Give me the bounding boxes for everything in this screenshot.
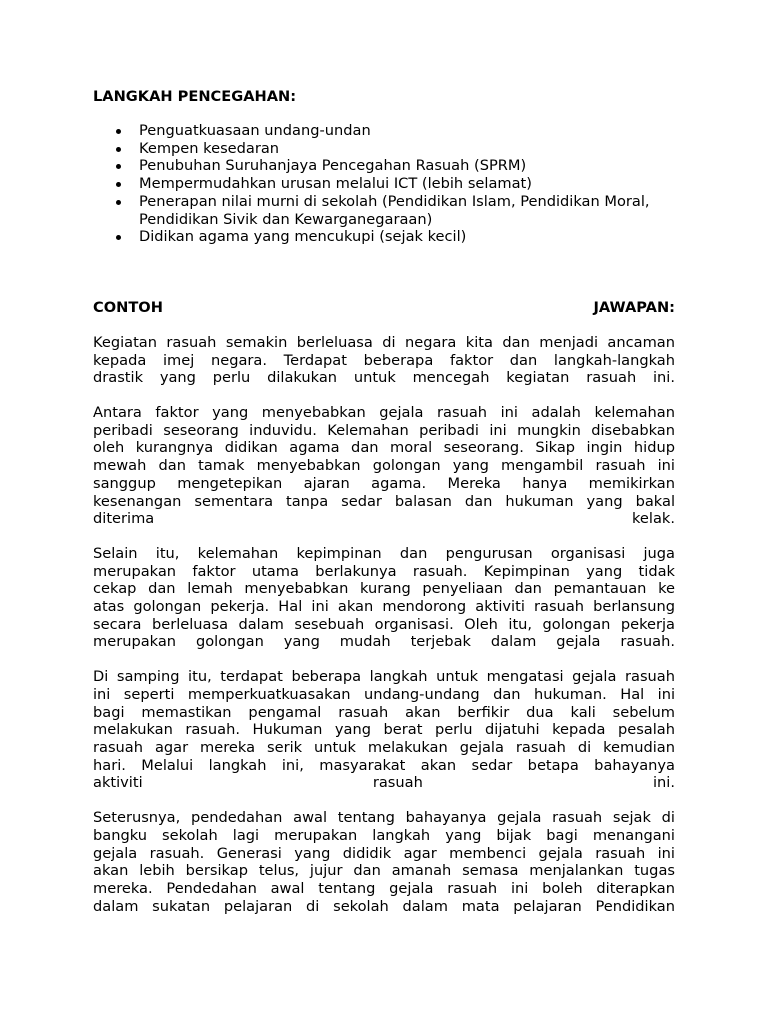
line-text: secara berleluasa dalam sesebuah organisasi. Oleh itu, golongan pekerja (93, 615, 675, 633)
paragraph-line (93, 633, 675, 651)
line-text: ini seperti memperkuatkuasakan undang-undang dan hukuman. Hal ini (93, 685, 675, 703)
paragraph-line (93, 898, 675, 916)
line-text: Seterusnya, pendedahan awal tentang bahayanya gejala rasuah sejak di (93, 809, 675, 827)
paragraph-line (93, 757, 675, 775)
line-text: dalam sukatan pelajaran di sekolah dalam mata pelajaran Pendidikan (93, 897, 675, 915)
line-text: atas golongan pekerja. Hal ini akan mendorong aktiviti rasuah berlansung (93, 598, 675, 616)
paragraph (93, 668, 675, 792)
line-text: mereka. Pendedahan awal tentang gejala rasuah ini boleh diterapkan (93, 879, 675, 897)
list-item: Didikan agama yang mencukupi (sejak kecil) (93, 228, 675, 246)
line-text: mewah dan tamak menyebabkan golongan yang mengambil rasuah ini (93, 457, 675, 475)
line-text: oleh kurangnya didikan agama dan moral seseorang. Sikap ingin hidup (93, 439, 675, 457)
paragraph-line (93, 439, 675, 457)
list-item: Penerapan nilai murni di sekolah (Pendidikan Islam, Pendidikan Moral, Pendidikan Sivik dan Kewarganegaraan) (93, 193, 675, 228)
prevention-list (93, 122, 675, 246)
line-text: sanggup mengetepikan ajaran agama. Mereka hanya memikirkan (93, 474, 675, 492)
line-text: melakukan rasuah. Hukuman yang berat perlu dijatuhi kepada pesalah (93, 721, 675, 739)
line-text: merupakan faktor utama berlakunya rasuah. Kepimpinan yang tidak (93, 562, 675, 580)
paragraph-line (93, 598, 675, 616)
line-text: kepada imej negara. Terdapat beberapa faktor dan langkah-langkah (93, 351, 675, 369)
paragraph-line (93, 704, 675, 722)
line-text: kesenangan sementara tanpa sedar balasan dan hukuman yang bakal (93, 492, 675, 510)
paragraph-line (93, 845, 675, 863)
paragraph-line (93, 739, 675, 757)
paragraph-line (93, 862, 675, 880)
line-text: merupakan golongan yang mudah terjebak dalam gejala rasuah. (93, 633, 675, 651)
list-item: Penubuhan Suruhanjaya Pencegahan Rasuah (SPRM) (93, 157, 675, 175)
paragraph-line (93, 352, 675, 370)
paragraph-line (93, 880, 675, 898)
paragraph-line (93, 827, 675, 845)
essay-body (93, 334, 675, 915)
line-text: bagi memastikan pengamal rasuah akan berfikir dua kali sebelum (93, 703, 675, 721)
line-text: aktiviti rasuah ini. (93, 774, 675, 792)
line-text: gejala rasuah. Generasi yang dididik agar membenci gejala rasuah ini (93, 844, 675, 862)
paragraph-line (93, 493, 675, 511)
line-text: rasuah agar mereka serik untuk melakukan gejala rasuah di kemudian (93, 738, 675, 756)
paragraph-line (93, 457, 675, 475)
paragraph-line (93, 404, 675, 422)
line-text: Selain itu, kelemahan kepimpinan dan pengurusan organisasi juga (93, 544, 675, 562)
paragraph-line (93, 668, 675, 686)
paragraph (93, 334, 675, 387)
line-text: cekap dan lemah menyebabkan kurang penyeliaan dan pemantauan ke (93, 580, 675, 598)
document-page (93, 88, 675, 915)
list-item: Mempermudahkan urusan melalui ICT (lebih selamat) (93, 175, 675, 193)
line-text: akan lebih bersikap telus, jujur dan amanah semasa menjalankan tugas (93, 862, 675, 880)
line-text: Kegiatan rasuah semakin berleluasa di negara kita dan menjadi ancaman (93, 333, 675, 351)
line-text: hari. Melalui langkah ini, masyarakat akan sedar betapa bahayanya (93, 756, 675, 774)
paragraph-line (93, 686, 675, 704)
line-text: Di samping itu, terdapat beberapa langkah untuk mengatasi gejala rasuah (93, 668, 675, 686)
paragraph-line (93, 369, 675, 387)
paragraph-line (93, 580, 675, 598)
example-label: CONTOH (93, 298, 163, 316)
paragraph-line (93, 774, 675, 792)
paragraph-line (93, 563, 675, 581)
paragraph-line (93, 809, 675, 827)
paragraph-line (93, 510, 675, 528)
paragraph (93, 809, 675, 915)
answer-label: JAWAPAN: (593, 298, 675, 316)
list-item: Kempen kesedaran (93, 140, 675, 158)
paragraph-line (93, 422, 675, 440)
paragraph-line (93, 475, 675, 493)
paragraph-line (93, 545, 675, 563)
paragraph-line (93, 334, 675, 352)
line-text: bangku sekolah lagi merupakan langkah yang bijak bagi menangani (93, 826, 675, 844)
paragraph (93, 545, 675, 651)
line-text: Antara faktor yang menyebabkan gejala rasuah ini adalah kelemahan (93, 404, 675, 422)
list-item: Penguatkuasaan undang-undan (93, 122, 675, 140)
paragraph (93, 404, 675, 528)
section-heading: LANGKAH PENCEGAHAN: (93, 88, 297, 105)
line-text: diterima kelak. (93, 510, 675, 528)
example-header (93, 299, 675, 317)
line-text: drastik yang perlu dilakukan untuk mencegah kegiatan rasuah ini. (93, 369, 675, 387)
paragraph-line (93, 721, 675, 739)
paragraph-line (93, 616, 675, 634)
line-text: peribadi seseorang induvidu. Kelemahan peribadi ini mungkin disebabkan (93, 421, 675, 439)
